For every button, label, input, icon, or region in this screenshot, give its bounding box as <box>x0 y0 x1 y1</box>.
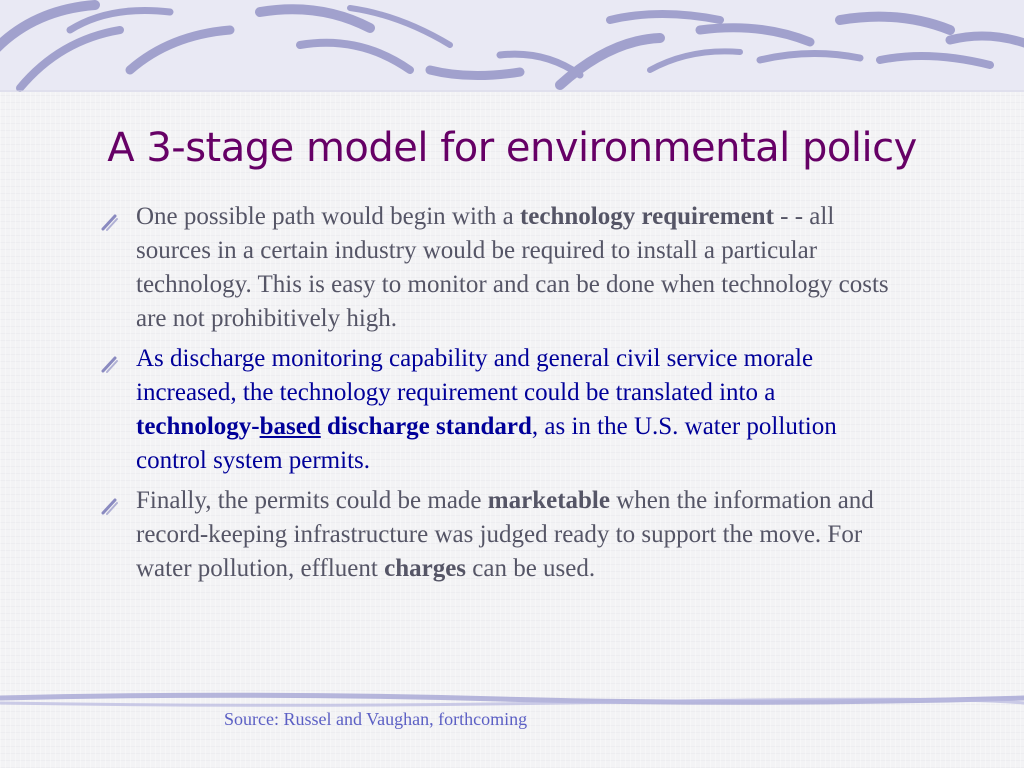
key-term-technology: technology- <box>136 413 260 440</box>
bullet-item-marketable-permits <box>100 484 900 586</box>
text-run: when the information and record-keeping infrastructure was judged ready to support the move. For water pollution, effluent <box>136 487 874 582</box>
text-run: - - all sources in a certain industry would be required to install a particular technology. This is easy to monitor and can be done when technology costs are not prohibitively high. <box>136 203 889 332</box>
text-run: One possible path would begin with a <box>136 203 520 230</box>
source-citation: Source: Russel and Vaughan, forthcoming <box>224 709 528 729</box>
pencil-stroke-icon <box>100 492 120 512</box>
key-term-charges: charges <box>384 555 467 582</box>
bullet-text <box>136 345 837 474</box>
key-term-discharge-standard: discharge standard <box>320 413 532 440</box>
key-term-marketable: marketable <box>487 487 610 514</box>
wave-strokes-decoration <box>0 0 1024 92</box>
bullet-text <box>136 487 874 582</box>
bullet-text <box>136 203 889 332</box>
pencil-stroke-icon <box>100 350 120 370</box>
bullet-list <box>100 200 900 592</box>
bullet-item-technology-requirement <box>100 200 900 336</box>
bullet-item-discharge-standard <box>100 342 900 478</box>
text-run: can be used. <box>466 555 596 582</box>
text-run: Finally, the permits could be made <box>136 487 488 514</box>
pencil-stroke-icon <box>100 208 120 228</box>
slide-title: A 3-stage model for environmental policy <box>107 125 917 171</box>
text-run: As discharge monitoring capability and general civil service morale increased, the technology requirement could be translated into a <box>136 345 814 406</box>
key-term-technology-requirement: technology requirement <box>519 203 774 230</box>
key-term-based: based <box>259 413 321 440</box>
text-run: , as in the U.S. water pollution control system permits. <box>136 413 837 474</box>
top-decorative-band <box>0 0 1024 92</box>
